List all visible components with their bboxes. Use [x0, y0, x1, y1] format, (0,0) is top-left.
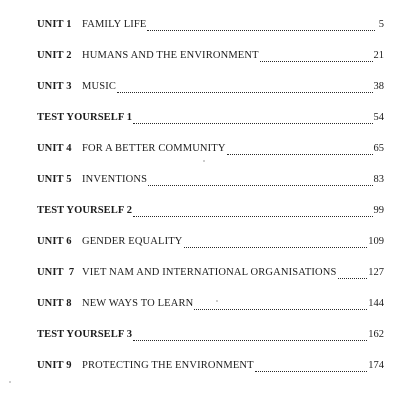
toc-unit-title: FAMILY LIFE	[82, 19, 147, 30]
toc-entry-unit-4	[37, 133, 384, 164]
toc-entry-unit-1	[37, 9, 384, 40]
toc-entry-unit-3	[37, 71, 384, 102]
toc-unit-label: UNIT 2	[37, 50, 72, 61]
toc-test-label: TEST YOURSELF 3	[37, 329, 133, 340]
toc-page-number: 144	[368, 298, 384, 309]
toc-unit-title: NEW WAYS TO LEARN	[82, 298, 194, 309]
dot-leader	[133, 208, 372, 218]
toc-entry-test-yourself-3	[37, 319, 384, 350]
toc-unit-title: HUMANS AND THE ENVIRONMENT	[82, 50, 259, 61]
dot-leader	[117, 84, 372, 94]
scan-speck	[9, 381, 11, 383]
toc-entry-test-yourself-1	[37, 102, 384, 133]
toc-unit-label: UNIT 3	[37, 81, 72, 92]
toc-page-number: 109	[368, 236, 384, 247]
dot-leader	[255, 363, 368, 373]
toc-unit-label: UNIT 6	[37, 236, 72, 247]
toc-unit-title: INVENTIONS	[82, 174, 148, 185]
toc-page-number: 65	[373, 143, 384, 154]
toc-test-label: TEST YOURSELF 2	[37, 205, 133, 216]
toc-entry-unit-7	[37, 257, 384, 288]
toc-page-number: 174	[368, 360, 384, 371]
toc-unit-title: FOR A BETTER COMMUNITY	[82, 143, 226, 154]
toc-page-number: 21	[373, 50, 384, 61]
toc-unit-label: UNIT 7	[37, 267, 75, 278]
toc-entry-unit-8	[37, 288, 384, 319]
toc-unit-label: UNIT 9	[37, 360, 72, 371]
toc-list	[37, 9, 384, 381]
dot-leader	[133, 115, 372, 125]
dot-leader	[147, 22, 375, 32]
dot-leader	[227, 146, 373, 156]
dot-leader	[194, 301, 367, 311]
toc-unit-title: VIET NAM AND INTERNATIONAL ORGANISATIONS	[82, 267, 337, 278]
dot-leader	[338, 270, 368, 280]
toc-entry-unit-9	[37, 350, 384, 381]
dot-leader	[148, 177, 372, 187]
scan-speck	[203, 160, 205, 162]
toc-entry-unit-5	[37, 164, 384, 195]
toc-page-number: 5	[378, 19, 384, 30]
dot-leader	[133, 332, 367, 342]
toc-page-number: 99	[373, 205, 384, 216]
toc-page-number: 127	[368, 267, 384, 278]
toc-unit-label: UNIT 1	[37, 19, 72, 30]
toc-entry-unit-2	[37, 40, 384, 71]
toc-unit-label: UNIT 8	[37, 298, 72, 309]
toc-page-number: 38	[373, 81, 384, 92]
toc-unit-title: GENDER EQUALITY	[82, 236, 183, 247]
dot-leader	[260, 53, 373, 63]
toc-page-number: 83	[373, 174, 384, 185]
scan-speck	[216, 300, 218, 302]
toc-unit-label: UNIT 4	[37, 143, 72, 154]
toc-unit-title: PROTECTING THE ENVIRONMENT	[82, 360, 254, 371]
toc-test-label: TEST YOURSELF 1	[37, 112, 133, 123]
toc-page-number: 162	[368, 329, 384, 340]
toc-unit-title: MUSIC	[82, 81, 117, 92]
toc-entry-unit-6	[37, 226, 384, 257]
toc-page-number: 54	[373, 112, 384, 123]
toc-entry-test-yourself-2	[37, 195, 384, 226]
toc-unit-label: UNIT 5	[37, 174, 72, 185]
dot-leader	[184, 239, 368, 249]
